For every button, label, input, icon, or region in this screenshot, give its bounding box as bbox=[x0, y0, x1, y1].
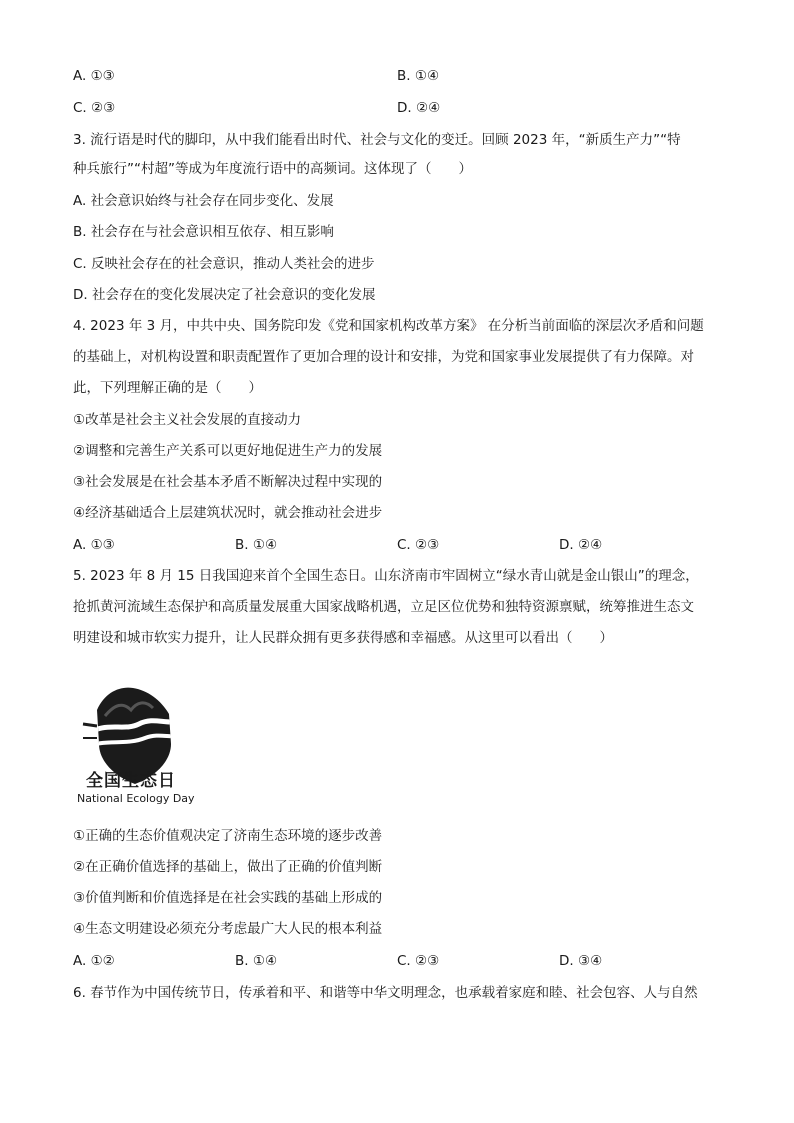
logo-title-cn: 全国生态日 bbox=[86, 771, 176, 791]
q5-stem-line-3: 明建设和城市软实力提升，让人民群众拥有更多获得感和幸福感。从这里可以看出（ ） bbox=[73, 630, 613, 646]
q4-statement-3: ③社会发展是在社会基本矛盾不断解决过程中实现的 bbox=[73, 474, 383, 490]
q4-option-d[interactable]: D. ②④ bbox=[559, 537, 603, 553]
q5-option-a[interactable]: A. ①② bbox=[73, 953, 115, 969]
q3-option-b[interactable]: B. 社会存在与社会意识相互依存、相互影响 bbox=[73, 224, 334, 240]
q3-stem-line-1: 3. 流行语是时代的脚印，从中我们能看出时代、社会与文化的变迁。回顾 2023 年，“新质生产力”“特 bbox=[73, 132, 681, 148]
q5-statement-3: ③价值判断和价值选择是在社会实践的基础上形成的 bbox=[73, 890, 383, 906]
q5-option-c[interactable]: C. ②③ bbox=[397, 953, 440, 969]
q4-statement-2: ②调整和完善生产关系可以更好地促进生产力的发展 bbox=[73, 443, 383, 459]
q6-stem-line-1: 6. 春节作为中国传统节日，传承着和平、和谐等中华文明理念，也承载着家庭和睦、社会包容、人与自然 bbox=[73, 985, 698, 1001]
q5-statement-2: ②在正确价值选择的基础上，做出了正确的价值判断 bbox=[73, 859, 383, 875]
q4-statement-1: ①改革是社会主义社会发展的直接动力 bbox=[73, 412, 302, 428]
q5-stem-line-1: 5. 2023 年 8 月 15 日我国迎来首个全国生态日。山东济南市牢固树立“绿水青山就是金山银山”的理念， bbox=[73, 568, 699, 584]
q4-stem-line-3: 此，下列理解正确的是（ ） bbox=[73, 380, 262, 396]
q4-stem-line-2: 的基础上，对机构设置和职责配置作了更加合理的设计和安排，为党和国家事业发展提供了有力保障。对 bbox=[73, 349, 694, 365]
q5-option-b[interactable]: B. ①④ bbox=[235, 953, 278, 969]
q4-option-b[interactable]: B. ①④ bbox=[235, 537, 278, 553]
q2-option-b[interactable]: B. ①④ bbox=[397, 68, 440, 84]
q5-stem-line-2: 抢抓黄河流域生态保护和高质量发展重大国家战略机遇，立足区位优势和独特资源禀赋，统筹推进生态文 bbox=[73, 599, 694, 615]
q2-option-a[interactable]: A. ①③ bbox=[73, 68, 115, 84]
q5-option-d[interactable]: D. ③④ bbox=[559, 953, 603, 969]
q3-option-d[interactable]: D. 社会存在的变化发展决定了社会意识的变化发展 bbox=[73, 287, 376, 303]
q2-option-d[interactable]: D. ②④ bbox=[397, 100, 441, 116]
q5-statement-1: ①正确的生态价值观决定了济南生态环境的逐步改善 bbox=[73, 828, 383, 844]
q4-option-a[interactable]: A. ①③ bbox=[73, 537, 115, 553]
q3-stem-line-2: 种兵旅行”“村超”等成为年度流行语中的高频词。这体现了（ ） bbox=[73, 161, 472, 177]
logo-title-en: National Ecology Day bbox=[77, 792, 195, 805]
q3-option-c[interactable]: C. 反映社会存在的社会意识，推动人类社会的进步 bbox=[73, 256, 375, 272]
q4-stem-line-1: 4. 2023 年 3 月，中共中央、国务院印发《党和国家机构改革方案》 在分析当前面临的深层次矛盾和问题 bbox=[73, 318, 704, 334]
q4-statement-4: ④经济基础适合上层建筑状况时，就会推动社会进步 bbox=[73, 505, 383, 521]
q3-option-a[interactable]: A. 社会意识始终与社会存在同步变化、发展 bbox=[73, 193, 334, 209]
q2-option-c[interactable]: C. ②③ bbox=[73, 100, 116, 116]
q4-option-c[interactable]: C. ②③ bbox=[397, 537, 440, 553]
q5-statement-4: ④生态文明建设必须充分考虑最广大人民的根本利益 bbox=[73, 921, 383, 937]
